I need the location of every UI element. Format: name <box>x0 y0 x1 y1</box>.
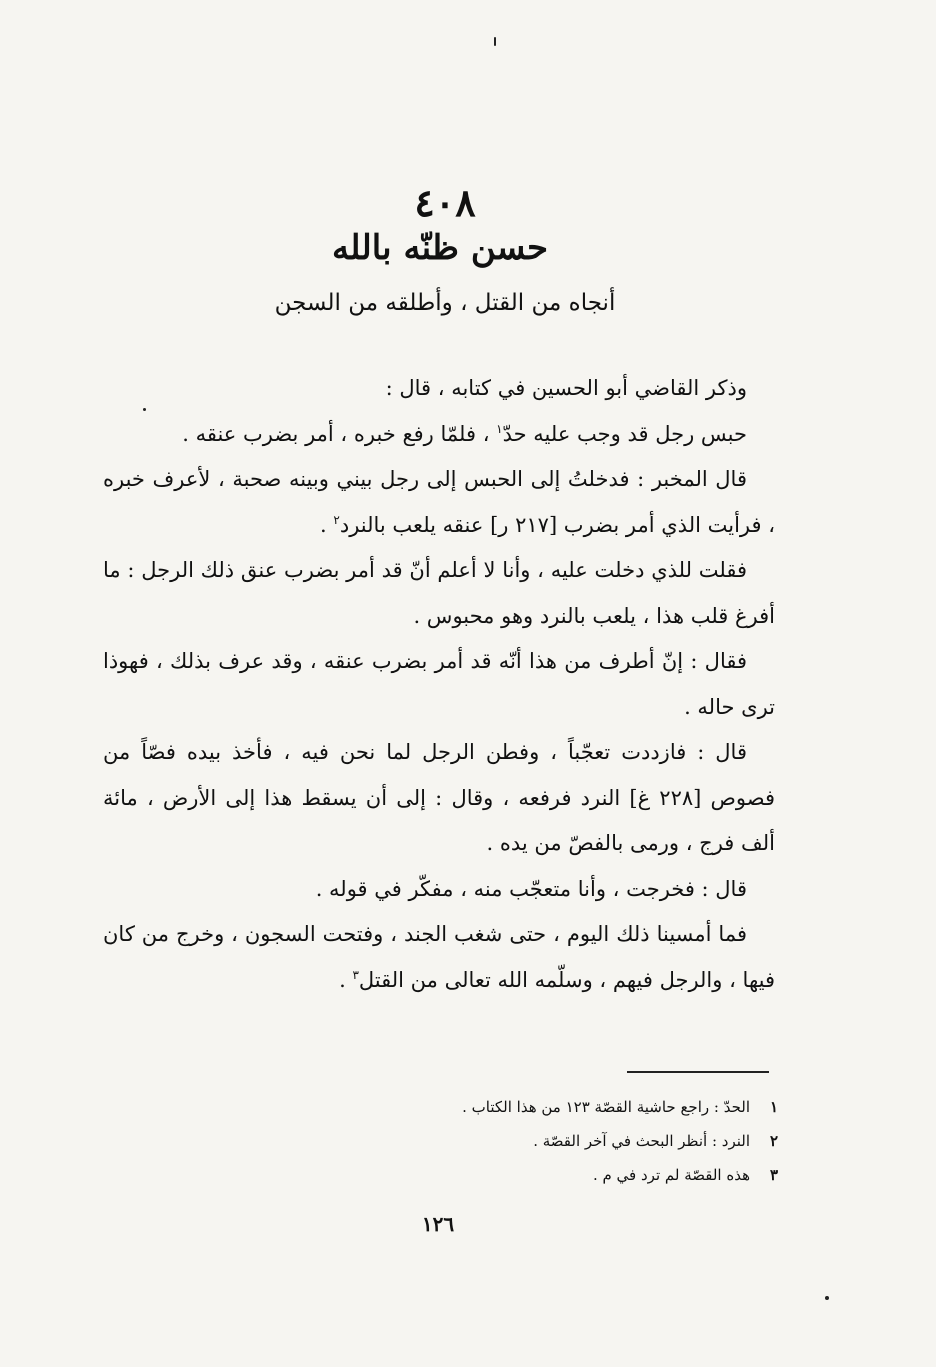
paragraph: قال : فازددت تعجّباً ، وفطن الرجل لما نحن فيه ، فأخذ بيده فصّاً من فصوص [٢٢٨ غ] النرد فرفعه ، وقال : إلى أن يسقط هذا إلى الأرض ، مائة ألف فرج ، ورمى بالفصّ من يده . <box>103 740 776 855</box>
footnote-number: ٣ <box>769 1166 778 1184</box>
paragraph: فقال : إنّ أطرف من هذا أنّه قد أمر بضرب عنقه ، وقد عرف بذلك ، فهوذا ترى حاله . <box>103 649 775 719</box>
footnote-number: ٢ <box>769 1132 778 1150</box>
story-subtitle: أنجاه من القتل ، وأطلقه من السجن <box>274 290 616 316</box>
story-title: حسن ظنّه بالله <box>331 228 549 268</box>
story-body <box>103 366 775 1003</box>
footnote <box>380 1124 778 1158</box>
paragraph: فقلت للذي دخلت عليه ، وأنا لا أعلم أنّ قد أمر بضرب عنق ذلك الرجل : ما أفرغ قلب هذا ، يلعب بالنرد وهو محبوس . <box>103 558 775 628</box>
footnote-text: الحدّ : راجع حاشية القصّة ١٢٣ من هذا الكتاب . <box>462 1098 750 1116</box>
footnote-divider <box>627 1071 769 1073</box>
paragraph: قال المخبر : فدخلتُ إلى الحبس إلى رجل بيني وبينه صحبة ، لأعرف خبره ، فرأيت الذي أمر بضرب [٢١٧ ر] عنقه يلعب بالنرد$^٢$ . <box>103 467 775 537</box>
footnote-number: ١ <box>769 1098 778 1116</box>
story-number: ٤٠٨ <box>414 180 476 225</box>
scan-speck <box>825 1296 829 1300</box>
footnote-ref: ٣ <box>352 967 359 982</box>
scan-speck <box>494 37 496 46</box>
paragraph: قال : فخرجت ، وأنا متعجّب منه ، مفكّر في قوله . <box>315 876 747 901</box>
footnote <box>380 1090 778 1124</box>
footnote-ref: ١ <box>496 421 503 436</box>
paragraph: وذكر القاضي أبو الحسين في كتابه ، قال : <box>385 376 747 400</box>
footnote <box>380 1158 778 1192</box>
footnote-text: هذه القصّة لم ترد في م . <box>592 1166 750 1184</box>
footnotes <box>380 1090 778 1192</box>
footnote-ref: ٢ <box>333 512 340 527</box>
page-number: ١٢٦ <box>421 1212 455 1236</box>
footnote-text: النرد : أنظر البحث في آخر القصّة . <box>533 1132 750 1150</box>
paragraph: فما أمسينا ذلك اليوم ، حتى شغب الجند ، وفتحت السجون ، وخرج من كان فيها ، والرجل فيهم ، وسلّمه الله تعالى من القتل$^٣$ . <box>103 922 775 992</box>
paragraph: حبس رجل قد وجب عليه حدّ$^١$ ، فلمّا رفع خبره ، أمر بضرب عنقه . <box>182 421 747 446</box>
